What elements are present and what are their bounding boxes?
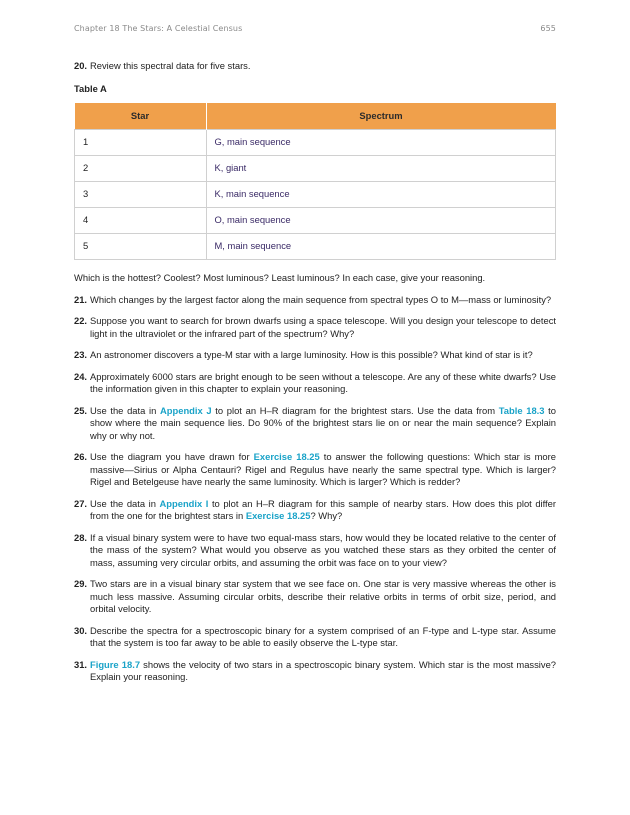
spectrum-value: K, main sequence xyxy=(214,188,290,200)
question-31 xyxy=(74,659,556,684)
question-number: 28. xyxy=(74,531,88,543)
question-30 xyxy=(74,625,556,650)
exercise-list xyxy=(74,60,556,693)
question-number: 22. xyxy=(74,315,88,326)
cell-star: 5 xyxy=(75,234,207,260)
cell-star: 4 xyxy=(75,208,207,234)
question-text: Suppose you want to search for brown dwarfs using a space telescope. Will you design your telescope to detect light in the ultraviolet or the infrared part of the spectrum? Why? xyxy=(90,315,556,339)
text-segment: to plot an H–R diagram for the brightest stars. Use the data from xyxy=(211,404,499,416)
question-number: 20. xyxy=(74,60,88,71)
cell-spectrum xyxy=(206,156,556,182)
cell-star: 3 xyxy=(75,182,207,208)
question-text xyxy=(90,659,556,684)
question-text: Review this spectral data for five stars. xyxy=(90,60,251,71)
table-header-row xyxy=(75,103,556,130)
question-29 xyxy=(74,578,556,616)
question-26 xyxy=(74,451,556,489)
table-row xyxy=(75,130,556,156)
question-25 xyxy=(74,405,556,443)
question-22 xyxy=(74,315,556,340)
appendix-i-link[interactable]: Appendix I xyxy=(159,497,209,509)
page-number: 655 xyxy=(540,24,556,33)
spectrum-value: G, main sequence xyxy=(214,136,291,148)
question-text: If a visual binary system were to have two equal-mass stars, how would they be located relative to the center of the mass of the system? What would you observe as you watched these stars as they orbited the center of mass, assuming very circular orbits, and assuming the orbit was face on to your view? xyxy=(90,531,556,568)
spectrum-value: M, main sequence xyxy=(214,240,292,252)
question-number: 26. xyxy=(74,451,88,462)
question-text: Which changes by the largest factor along the main sequence from spectral types O to M—mass or luminosity? xyxy=(90,293,552,305)
header-star: Star xyxy=(75,103,207,130)
question-number: 29. xyxy=(74,578,88,589)
question-text: An astronomer discovers a type-M star with a large luminosity. How is this possible? What kind of star is it? xyxy=(90,349,533,360)
cell-star: 2 xyxy=(75,156,207,182)
question-21 xyxy=(74,294,556,307)
question-28 xyxy=(74,532,556,570)
spectrum-value: K, giant xyxy=(214,162,247,174)
table-18-3-link[interactable]: Table 18.3 xyxy=(498,404,545,416)
table-row xyxy=(75,208,556,234)
cell-spectrum xyxy=(206,182,556,208)
question-number: 23. xyxy=(74,349,88,360)
text-segment: Use the data in xyxy=(90,404,160,416)
appendix-j-link[interactable]: Appendix J xyxy=(160,404,212,416)
question-text xyxy=(90,498,556,523)
question-27 xyxy=(74,498,556,523)
cell-spectrum xyxy=(206,208,556,234)
text-segment: shows the velocity of two stars in a spectroscopic binary system. Which star is the most massive? Explain your reasoning. xyxy=(90,658,556,682)
question-number: 27. xyxy=(74,497,88,509)
question-text xyxy=(90,405,556,443)
page-header xyxy=(74,24,556,33)
figure-18-7-link[interactable]: Figure 18.7 xyxy=(90,658,141,670)
question-text: Approximately 6000 stars are bright enough to be seen without a telescope. Are any of these white dwarfs? Use the information given in this chapter to explain your reasoning. xyxy=(90,370,556,394)
question-24 xyxy=(74,371,556,396)
spectrum-value: O, main sequence xyxy=(214,214,291,226)
text-segment: to plot an H–R diagram for this sample of nearby stars. How does this plot differ from the one for the brightest stars in xyxy=(90,497,557,521)
text-segment: to answer the following questions: Which star is more massive—Sirius or Alpha Centauri? Rigel and Regulus have nearly the same spectral type. Which is larger? Rigel and Betelgeuse have nearly the same luminosity. Which is larger? Which is redder? xyxy=(90,451,556,487)
exercise-18-25-link[interactable]: Exercise 18.25 xyxy=(245,510,311,521)
question-23 xyxy=(74,349,556,362)
table-row xyxy=(75,156,556,182)
cell-star: 1 xyxy=(75,130,207,156)
text-segment: to show where the main sequence lies. Do 90% of the brightest stars lie on or near the main sequence? Explain why or why not. xyxy=(90,404,556,441)
question-number: 21. xyxy=(74,293,88,305)
table-row xyxy=(75,182,556,208)
question-text: Two stars are in a visual binary star system that we see face on. One star is very massive whereas the other is much less massive. Assuming circular orbits, describe their relative orbits in terms of orbit size, period, and orbital velocity. xyxy=(90,578,556,614)
question-text: Describe the spectra for a spectroscopic binary for a system comprised of an F-type and L-type star. Assume that the system is too far away to be able to easily observe the L-type star. xyxy=(90,624,556,648)
text-segment: ? Why? xyxy=(310,510,343,521)
spectral-data-table xyxy=(74,103,556,260)
table-row xyxy=(75,234,556,260)
chapter-title: Chapter 18 The Stars: A Celestial Census xyxy=(74,24,243,33)
exercise-18-25-link[interactable]: Exercise 18.25 xyxy=(253,451,320,462)
header-spectrum: Spectrum xyxy=(206,103,556,130)
text-segment: Use the data in xyxy=(90,497,160,509)
question-number: 31. xyxy=(74,658,88,670)
cell-spectrum xyxy=(206,234,556,260)
table-followup-text: Which is the hottest? Coolest? Most luminous? Least luminous? In each case, give your reasoning. xyxy=(74,272,486,283)
cell-spectrum xyxy=(206,130,556,156)
question-20 xyxy=(74,60,556,73)
question-number: 24. xyxy=(74,370,88,382)
table-title: Table A xyxy=(74,82,107,94)
question-number: 30. xyxy=(74,624,88,636)
question-number: 25. xyxy=(74,404,88,416)
text-segment: Use the diagram you have drawn for xyxy=(90,451,254,462)
question-text xyxy=(90,451,556,489)
